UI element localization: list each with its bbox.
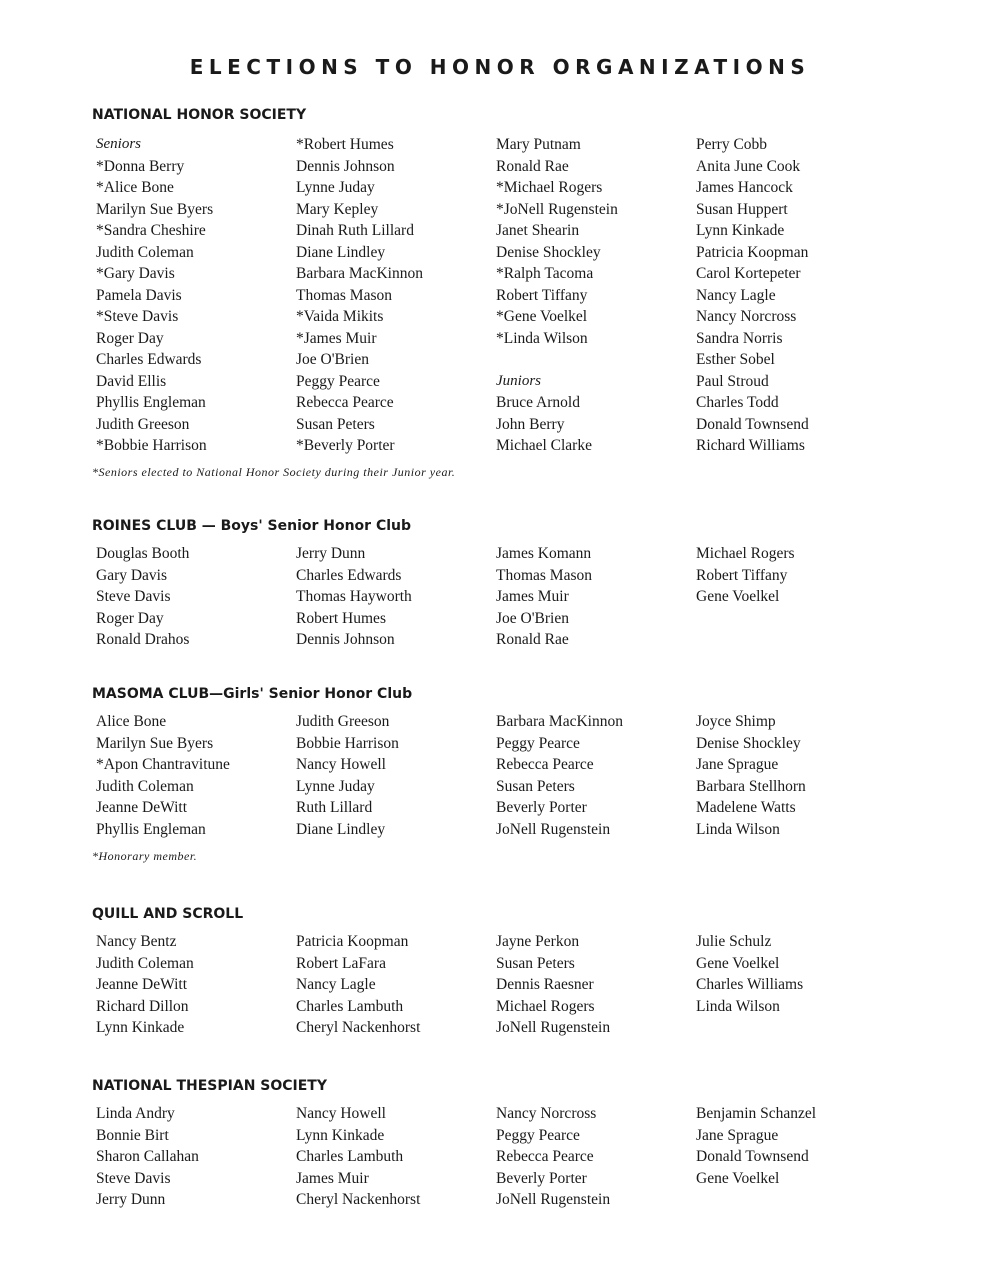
- nhs-member: Peggy Pearce: [296, 372, 380, 390]
- roines-col-1: [96, 543, 296, 651]
- roines-member: Ronald Rae: [496, 631, 569, 648]
- nhs-member: Pamela Davis: [96, 286, 182, 304]
- masoma-member: JoNell Rugenstein: [496, 820, 611, 838]
- nhs-junior-member: Donald Townsend: [696, 415, 809, 433]
- nhs-junior-member: Lynn Kinkade: [696, 222, 785, 239]
- roines-member: Jerry Dunn: [296, 545, 366, 562]
- masoma-member: Linda Wilson: [696, 820, 780, 838]
- nhs-col-1: [96, 134, 296, 457]
- quill-title: QUILL AND SCROLL: [92, 906, 244, 922]
- roines-section: [92, 515, 972, 648]
- quill-member: Linda Wilson: [696, 997, 780, 1015]
- thespian-member: Peggy Pearce: [496, 1126, 580, 1144]
- masoma-member: Joyce Shimp: [696, 713, 776, 730]
- quill-member: Susan Peters: [496, 954, 575, 972]
- quill-section: [92, 903, 972, 1036]
- roines-member: Steve Davis: [96, 588, 171, 605]
- nhs-member: Judith Coleman: [96, 243, 194, 261]
- masoma-member: Nancy Howell: [296, 756, 386, 773]
- nhs-member: *Sandra Cheshire: [96, 222, 206, 239]
- thespian-member: Jerry Dunn: [96, 1191, 166, 1208]
- thespian-member: Benjamin Schanzel: [696, 1105, 817, 1122]
- masoma-member: Judith Greeson: [296, 713, 390, 730]
- nhs-junior-member: Sandra Norris: [696, 329, 783, 347]
- masoma-member: Barbara Stellhorn: [696, 777, 806, 795]
- nhs-member: *Michael Rogers: [496, 179, 603, 196]
- nhs-member: *Beverly Porter: [296, 437, 395, 454]
- nhs-junior-member: Perry Cobb: [696, 136, 768, 153]
- masoma-col-4: [696, 711, 896, 840]
- nhs-member: Judith Greeson: [96, 415, 190, 433]
- thespian-member: JoNell Rugenstein: [496, 1191, 611, 1208]
- masoma-section: [92, 683, 972, 838]
- nhs-member: Mary Putnam: [496, 136, 581, 153]
- masoma-member: *Apon Chantravitune: [96, 756, 230, 773]
- nhs-member: Joe O'Brien: [296, 351, 369, 368]
- thespian-member: Lynn Kinkade: [296, 1126, 385, 1144]
- quill-member: Patricia Koopman: [296, 933, 409, 950]
- thespian-member: Sharon Callahan: [96, 1148, 199, 1165]
- thespian-member: Nancy Norcross: [496, 1105, 597, 1122]
- thespian-member: Donald Townsend: [696, 1148, 809, 1165]
- nhs-junior-member: Bruce Arnold: [496, 394, 580, 411]
- roines-member: Thomas Hayworth: [296, 588, 412, 605]
- nhs-col-3: [496, 134, 696, 457]
- nhs-juniors-label: Juniors: [496, 372, 541, 389]
- nhs-junior-member: Nancy Norcross: [696, 308, 797, 325]
- nhs-section: [92, 104, 972, 454]
- masoma-member: Ruth Lillard: [296, 799, 373, 816]
- quill-member: Michael Rogers: [496, 997, 595, 1015]
- thespian-member: Jane Sprague: [696, 1126, 779, 1144]
- roines-member: Robert Tiffany: [696, 566, 788, 584]
- thespian-member: Rebecca Pearce: [496, 1148, 594, 1165]
- nhs-member: *JoNell Rugenstein: [496, 200, 618, 218]
- thespian-section: [92, 1075, 972, 1208]
- masoma-member: Jeanne DeWitt: [96, 799, 188, 816]
- nhs-member: Charles Edwards: [96, 351, 202, 368]
- masoma-member: Barbara MacKinnon: [496, 713, 623, 730]
- nhs-footnote: *Seniors elected to National Honor Society during their Junior year.: [92, 465, 456, 479]
- nhs-junior-member: James Hancock: [696, 179, 793, 196]
- thespian-col-4: [696, 1103, 896, 1189]
- thespian-member: Linda Andry: [96, 1105, 175, 1122]
- masoma-member: Denise Shockley: [696, 734, 801, 752]
- roines-col-2: [296, 543, 496, 651]
- nhs-junior-member: Richard Williams: [696, 437, 805, 454]
- thespian-member: James Muir: [296, 1169, 369, 1187]
- masoma-member: Madelene Watts: [696, 799, 796, 816]
- masoma-col-2: [296, 711, 496, 840]
- roines-member: Gene Voelkel: [696, 588, 780, 605]
- masoma-member: Peggy Pearce: [496, 734, 580, 752]
- roines-member: Ronald Drahos: [96, 631, 190, 648]
- nhs-junior-member: Charles Todd: [696, 394, 779, 411]
- quill-member: Lynn Kinkade: [96, 1019, 185, 1036]
- masoma-member: Bobbie Harrison: [296, 734, 399, 752]
- nhs-member: *Alice Bone: [96, 179, 174, 196]
- quill-member: Jeanne DeWitt: [96, 976, 188, 993]
- masoma-member: Jane Sprague: [696, 756, 779, 773]
- quill-member: Dennis Raesner: [496, 976, 594, 993]
- quill-member: Nancy Bentz: [96, 933, 177, 950]
- nhs-member: Dennis Johnson: [296, 157, 395, 175]
- thespian-member: Nancy Howell: [296, 1105, 386, 1122]
- nhs-junior-member: Paul Stroud: [696, 372, 769, 390]
- nhs-member: Roger Day: [96, 329, 164, 347]
- nhs-junior-member: Nancy Lagle: [696, 286, 776, 304]
- nhs-member: *Vaida Mikits: [296, 308, 384, 325]
- nhs-junior-member: Carol Kortepeter: [696, 265, 801, 282]
- masoma-member: Diane Lindley: [296, 820, 386, 838]
- quill-member: Nancy Lagle: [296, 976, 376, 993]
- page-title: ELECTIONS TO HONOR ORGANIZATIONS: [189, 55, 811, 79]
- nhs-member: Mary Kepley: [296, 200, 379, 218]
- roines-member: Michael Rogers: [696, 545, 795, 562]
- nhs-member: Thomas Mason: [296, 286, 393, 304]
- roines-member: Dennis Johnson: [296, 631, 395, 648]
- quill-member: Richard Dillon: [96, 997, 189, 1015]
- masoma-member: Beverly Porter: [496, 799, 587, 816]
- roines-member: James Komann: [496, 545, 592, 562]
- nhs-member: Lynne Juday: [296, 179, 375, 196]
- thespian-col-3: [496, 1103, 696, 1211]
- nhs-member: *Donna Berry: [96, 157, 185, 175]
- nhs-member: *Robert Humes: [296, 136, 394, 153]
- thespian-member: Steve Davis: [96, 1169, 171, 1187]
- quill-member: Jayne Perkon: [496, 933, 580, 950]
- quill-member: JoNell Rugenstein: [496, 1019, 611, 1036]
- nhs-member: Marilyn Sue Byers: [96, 200, 214, 218]
- roines-member: Thomas Mason: [496, 566, 593, 584]
- roines-member: Charles Edwards: [296, 566, 402, 584]
- nhs-member: Denise Shockley: [496, 243, 601, 261]
- roines-member: Roger Day: [96, 609, 164, 627]
- roines-col-4: [696, 543, 896, 608]
- nhs-member: *Gene Voelkel: [496, 308, 588, 325]
- roines-member: James Muir: [496, 588, 569, 605]
- roines-member: Joe O'Brien: [496, 609, 569, 627]
- nhs-member: Rebecca Pearce: [296, 394, 394, 411]
- quill-member: Judith Coleman: [96, 954, 194, 972]
- roines-member: Robert Humes: [296, 609, 386, 627]
- masoma-member: Rebecca Pearce: [496, 756, 594, 773]
- nhs-junior-member: Patricia Koopman: [696, 243, 809, 261]
- nhs-col-2: [296, 134, 496, 457]
- masoma-member: Judith Coleman: [96, 777, 194, 795]
- nhs-member: Janet Shearin: [496, 222, 580, 239]
- nhs-member: Robert Tiffany: [496, 286, 588, 304]
- nhs-member: *Bobbie Harrison: [96, 437, 207, 454]
- nhs-member: *Gary Davis: [96, 265, 175, 282]
- masoma-member: Alice Bone: [96, 713, 167, 730]
- nhs-member: Barbara MacKinnon: [296, 265, 423, 282]
- masoma-title: MASOMA CLUB—Girls' Senior Honor Club: [92, 686, 413, 702]
- masoma-member: Phyllis Engleman: [96, 820, 206, 838]
- nhs-seniors-label: Seniors: [96, 136, 141, 152]
- nhs-member: Susan Peters: [296, 415, 375, 433]
- masoma-member: Marilyn Sue Byers: [96, 734, 214, 752]
- quill-member: Robert LaFara: [296, 954, 386, 972]
- thespian-col-2: [296, 1103, 496, 1211]
- thespian-member: Gene Voelkel: [696, 1169, 780, 1187]
- roines-member: Douglas Booth: [96, 545, 190, 562]
- nhs-member: *James Muir: [296, 329, 377, 347]
- nhs-member: David Ellis: [96, 372, 167, 390]
- roines-col-3: [496, 543, 696, 651]
- nhs-title: NATIONAL HONOR SOCIETY: [92, 107, 307, 123]
- nhs-junior-member: Susan Huppert: [696, 200, 788, 218]
- thespian-member: Bonnie Birt: [96, 1126, 169, 1144]
- quill-member: Charles Lambuth: [296, 997, 404, 1015]
- roines-title: ROINES CLUB — Boys' Senior Honor Club: [92, 518, 412, 534]
- masoma-col-1: [96, 711, 296, 840]
- quill-col-3: [496, 931, 696, 1039]
- nhs-junior-member: Anita June Cook: [696, 157, 801, 175]
- nhs-member: Diane Lindley: [296, 243, 386, 261]
- nhs-junior-member: Michael Clarke: [496, 437, 592, 454]
- quill-member: Julie Schulz: [696, 933, 772, 950]
- quill-col-1: [96, 931, 296, 1039]
- thespian-member: Beverly Porter: [496, 1169, 587, 1187]
- nhs-member: Ronald Rae: [496, 157, 569, 175]
- nhs-member: *Ralph Tacoma: [496, 265, 594, 282]
- quill-member: Cheryl Nackenhorst: [296, 1019, 421, 1036]
- quill-col-2: [296, 931, 496, 1039]
- nhs-member: Phyllis Engleman: [96, 394, 206, 411]
- masoma-footnote: *Honorary member.: [92, 849, 198, 863]
- roines-member: Gary Davis: [96, 566, 168, 584]
- thespian-member: Cheryl Nackenhorst: [296, 1191, 421, 1208]
- thespian-col-1: [96, 1103, 296, 1211]
- masoma-member: Susan Peters: [496, 777, 575, 795]
- masoma-member: Lynne Juday: [296, 777, 375, 795]
- nhs-junior-member: Esther Sobel: [696, 351, 775, 368]
- quill-col-4: [696, 931, 896, 1017]
- nhs-member: *Linda Wilson: [496, 329, 588, 347]
- thespian-member: Charles Lambuth: [296, 1148, 404, 1165]
- masoma-col-3: [496, 711, 696, 840]
- nhs-member: Dinah Ruth Lillard: [296, 222, 414, 239]
- quill-member: Charles Williams: [696, 976, 804, 993]
- quill-member: Gene Voelkel: [696, 954, 780, 972]
- nhs-col-4: [696, 134, 896, 457]
- nhs-junior-member: John Berry: [496, 415, 565, 433]
- nhs-member: *Steve Davis: [96, 308, 179, 325]
- thespian-title: NATIONAL THESPIAN SOCIETY: [92, 1078, 327, 1094]
